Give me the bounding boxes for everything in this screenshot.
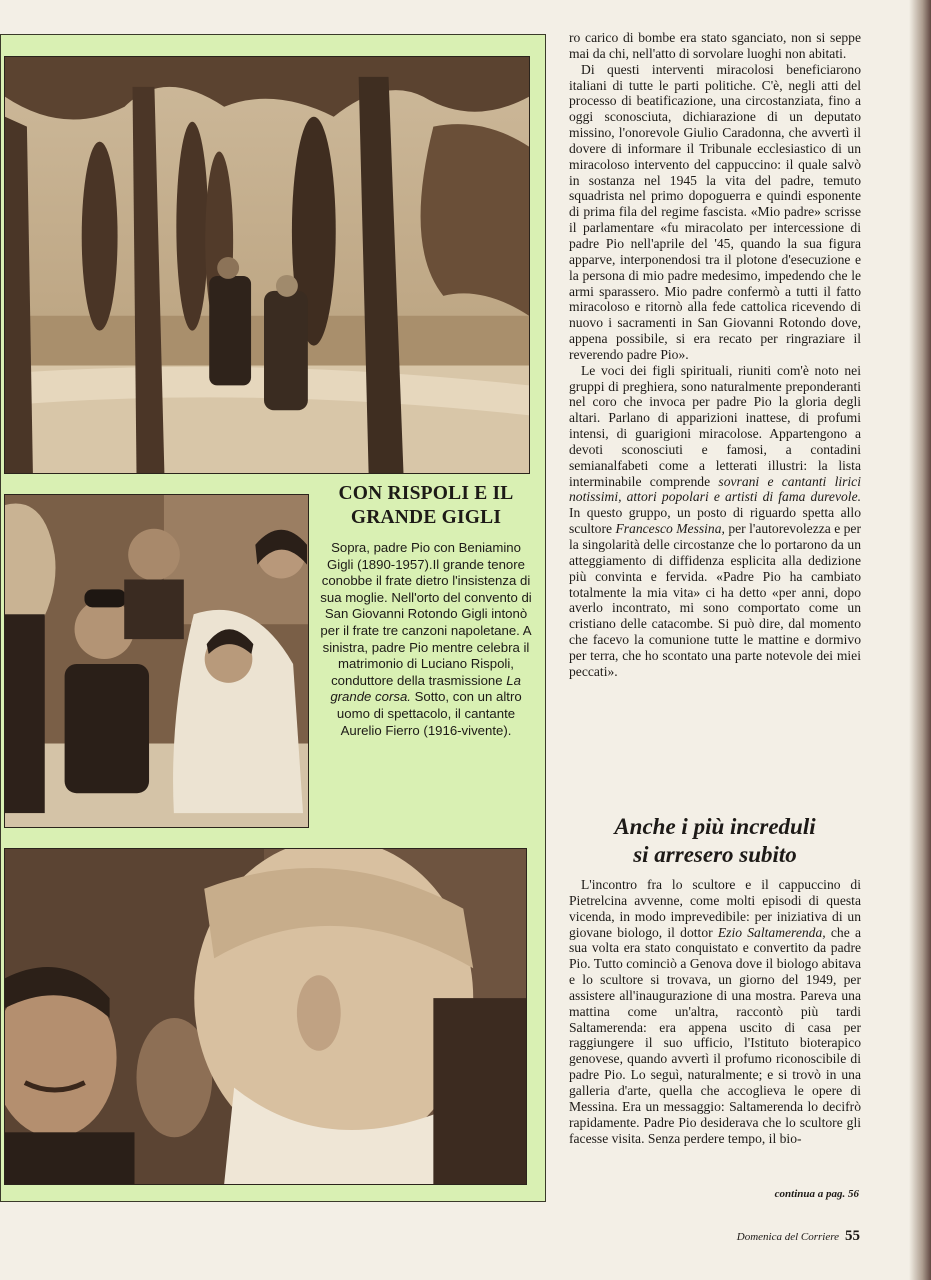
article-subheading: Anche i più increduli si arresero subito	[614, 814, 816, 867]
photo-wedding	[4, 494, 309, 828]
continued-notice: continua a pag. 56	[774, 1188, 859, 1200]
article-column-top	[569, 30, 861, 680]
photo-garden	[4, 56, 530, 474]
article-column-bottom	[569, 877, 861, 1146]
photo-caption	[320, 482, 532, 842]
article-paragraph: ro carico di bombe era stato sganciato, non si seppe mai da chi, nell'atto di sorvolare luoghi non abitati.	[569, 30, 861, 61]
caption-text: Sopra, padre Pio con Beniamino Gigli (1890-1957).Il grande tenore conobbe il frate dietro l'insistenza di sua moglie. Nell'orto del convento di San Giovanni Rotondo Gigli intonò per il frate tre canzoni napoletane. A sinistra, padre Pio mentre celebra il matrimonio di Luciano Rispoli, conduttore della trasmissione La grande corsa. Sotto, con un altro uomo di spettacolo, il cantante Aurelio Fierro (1916-vivente).	[320, 540, 532, 738]
magazine-name: Domenica del Corriere	[736, 1231, 839, 1243]
page-number: 55	[845, 1228, 860, 1244]
caption-title: CON RISPOLI E IL GRANDE GIGLI	[338, 483, 514, 528]
page-edge-shadow	[909, 0, 931, 1280]
article-paragraph: L'incontro fra lo scultore e il cappuccino di Pietrelcina avvenne, come molti episodi di questa vicenda, in modo imprevedibile: per iniziativa di un giovane biologo, il dottor Ezio Saltamerenda, che a sua volta era stato conquistato e convertito da padre Pio. Tutto cominciò a Genova dove il biologo abitava e lo scultore si trovava, un giorno del 1949, per assistere all'inaugurazione di una mostra. Pareva una mattina come un'altra, raccontò più tardi Saltamerenda: era appena uscito di casa per raggiungere il suo ufficio, l'Istituto bioterapico genovese, quando avvertì il profumo riconoscibile di padre Pio. Lo seguì, naturalmente; e si trovò in una galleria d'arte, quella che accoglieva le opere di Messina. Era un messaggio: Saltamerenda lo decifrò rapidamente. Padre Pio desiderava che lo scultore gli facesse visita. Senza perdere tempo, il bio-	[569, 877, 862, 1146]
page-footer	[690, 1228, 860, 1245]
article-paragraph: Le voci dei figli spirituali, riuniti com'è noto nei gruppi di preghiera, sono naturalmente preponderanti nel coro che invoca per padre Pio la gloria degli altari. Parlano di apparizioni inattese, di profumi intensi, di guarigioni miracolose. Appartengono a devoti sconosciuti e famosi, a contadini semianalfabeti come a letterati illustri: la lista interminabile comprende sovrani e cantanti lirici notissimi, attori popolari e artisti di fama durevole. In questo gruppo, un posto di riguardo spetta allo scultore Francesco Messina, per l'autorevolezza e per la singolarità delle circostanze che lo portarono da un atteggiamento di diffidenza esplicita alla dedizione più convinta e fervida. «Padre Pio ha cambiato totalmente la mia vita» ci ha detto «per anni, dopo averlo incontrato, mi sono comportato come un cristiano delle catacombe. Si può dire, dal momento che facevo la comunione tutte le mattine e dormivo per terra, che ho scontato una parte notevole dei miei peccati».	[569, 362, 861, 679]
article-paragraph: Di questi interventi miracolosi beneficiarono italiani di tutte le parti politiche. C'è, negli atti del processo di beatificazione, una circostanziata, fino a oggi sconosciuta, dichiarazione di un deputato missino, l'onorevole Giulio Caradonna, che avvertì il dovere di informare il Tribunale ecclesiastico di un miracoloso intervento del cappuccino: il quale salvò in sostanza nel 1945 la vita del padre, temuto squadrista nel primo dopoguerra e quindi esponente di prima fila del regime fascista. «Mio padre» scrisse il parlamentare «fu miracolato per intercessione di padre Pio nell'aprile del '45, quando la sua figura apparve, interponendosi tra il plotone d'esecuzione e la persona di mio padre medesimo, impedendo che le armi sparassero. Mio padre confermò a tutti il fatto miracoloso e ritornò alla fede cattolica ricevendo di nuovo i sacramenti in San Giovanni Rotondo dove, appena possibile, si era recato per ringraziare il reverendo padre Pio».	[569, 61, 861, 362]
photo-fierro	[4, 848, 527, 1185]
